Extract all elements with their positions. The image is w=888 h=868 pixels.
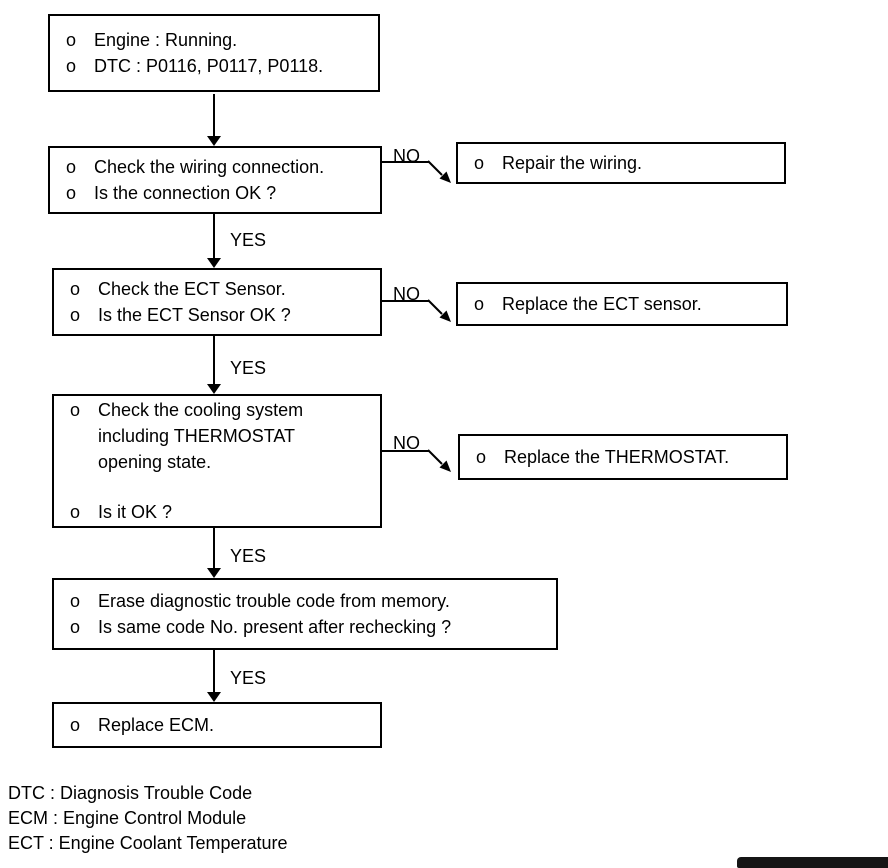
node-text: Engine : Running. — [94, 30, 238, 50]
legend-line-dtc: DTC : Diagnosis Trouble Code — [8, 783, 253, 803]
flow-node-repair-wiring — [456, 142, 786, 184]
no-label-2: NO — [393, 284, 420, 304]
yes-label-1: YES — [230, 230, 267, 250]
arrow-shaft — [213, 336, 215, 387]
node-text: Replace the THERMOSTAT. — [504, 447, 730, 467]
bullet-marker: o — [476, 447, 487, 467]
node-text: Repair the wiring. — [502, 153, 643, 173]
bullet-marker: o — [70, 715, 81, 735]
node-line — [66, 53, 370, 79]
yes-label-2: YES — [230, 358, 267, 378]
legend — [8, 781, 288, 856]
node-text: Erase diagnostic trouble code from memory. — [98, 591, 450, 611]
bullet-marker: o — [66, 30, 77, 50]
bullet-marker: o — [70, 591, 81, 611]
no-label-3: NO — [393, 433, 420, 453]
node-line — [70, 302, 372, 328]
flow-node-erase-dtc — [52, 578, 558, 650]
node-line — [70, 712, 372, 738]
arrow-shaft — [213, 528, 215, 571]
bullet-marker: o — [70, 279, 81, 299]
bullet-marker: o — [70, 502, 81, 522]
node-text: Replace the ECT sensor. — [502, 294, 702, 314]
down-arrow-5 — [206, 650, 222, 702]
flow-node-start — [48, 14, 380, 92]
arrow-head — [207, 568, 221, 578]
bullet-marker: o — [70, 400, 81, 420]
down-arrow-4 — [206, 528, 222, 578]
flow-node-check-cooling-system — [52, 394, 382, 528]
node-text: Is same code No. present after rechecking ? — [98, 617, 452, 637]
bullet-marker: o — [70, 617, 81, 637]
bullet-marker: o — [66, 56, 77, 76]
node-line — [66, 180, 372, 206]
bullet-marker: o — [474, 294, 485, 314]
node-line — [70, 588, 548, 614]
scan-artifact — [737, 857, 888, 868]
down-arrow-2 — [206, 214, 222, 268]
node-line — [66, 154, 372, 180]
node-line — [70, 499, 372, 525]
arrow-shaft — [213, 94, 215, 139]
node-text: Replace ECM. — [98, 715, 215, 735]
node-line — [474, 150, 776, 176]
node-line — [70, 276, 372, 302]
node-text: Is the connection OK ? — [94, 183, 277, 203]
node-text: Check the ECT Sensor. — [98, 279, 286, 299]
node-line — [474, 291, 778, 317]
arrow-head — [207, 384, 221, 394]
no-label-1: NO — [393, 146, 420, 166]
legend-line-ecm: ECM : Engine Control Module — [8, 808, 247, 828]
node-line — [66, 27, 370, 53]
flow-node-check-ect-sensor — [52, 268, 382, 336]
legend-line-ect: ECT : Engine Coolant Temperature — [8, 833, 288, 853]
no-arrow-2 — [382, 290, 458, 328]
flow-node-replace-thermostat — [458, 434, 788, 480]
flow-node-check-wiring — [48, 146, 382, 214]
flow-node-replace-ect-sensor — [456, 282, 788, 326]
down-arrow-1 — [206, 94, 222, 146]
bullet-marker: o — [70, 305, 81, 325]
node-text: Is it OK ? — [98, 502, 173, 522]
bullet-marker: o — [66, 157, 77, 177]
bullet-marker: o — [66, 183, 77, 203]
arrow-head — [207, 136, 221, 146]
yes-label-3: YES — [230, 546, 267, 566]
node-text: Is the ECT Sensor OK ? — [98, 305, 291, 325]
node-text: Check the wiring connection. — [94, 157, 325, 177]
arrow-shaft — [213, 650, 215, 695]
yes-label-4: YES — [230, 668, 267, 688]
node-text: Check the cooling system including THERMOSTAT opening state. — [98, 400, 304, 472]
node-text: DTC : P0116, P0117, P0118. — [94, 56, 324, 76]
flow-node-replace-ecm — [52, 702, 382, 748]
no-arrow-1 — [382, 151, 458, 189]
node-line — [476, 444, 778, 470]
no-arrow-3 — [382, 440, 458, 478]
arrow-head — [207, 692, 221, 702]
node-line — [70, 397, 372, 475]
node-line — [70, 614, 548, 640]
arrow-shaft — [213, 214, 215, 261]
bullet-marker: o — [474, 153, 485, 173]
arrow-head — [207, 258, 221, 268]
down-arrow-3 — [206, 336, 222, 394]
